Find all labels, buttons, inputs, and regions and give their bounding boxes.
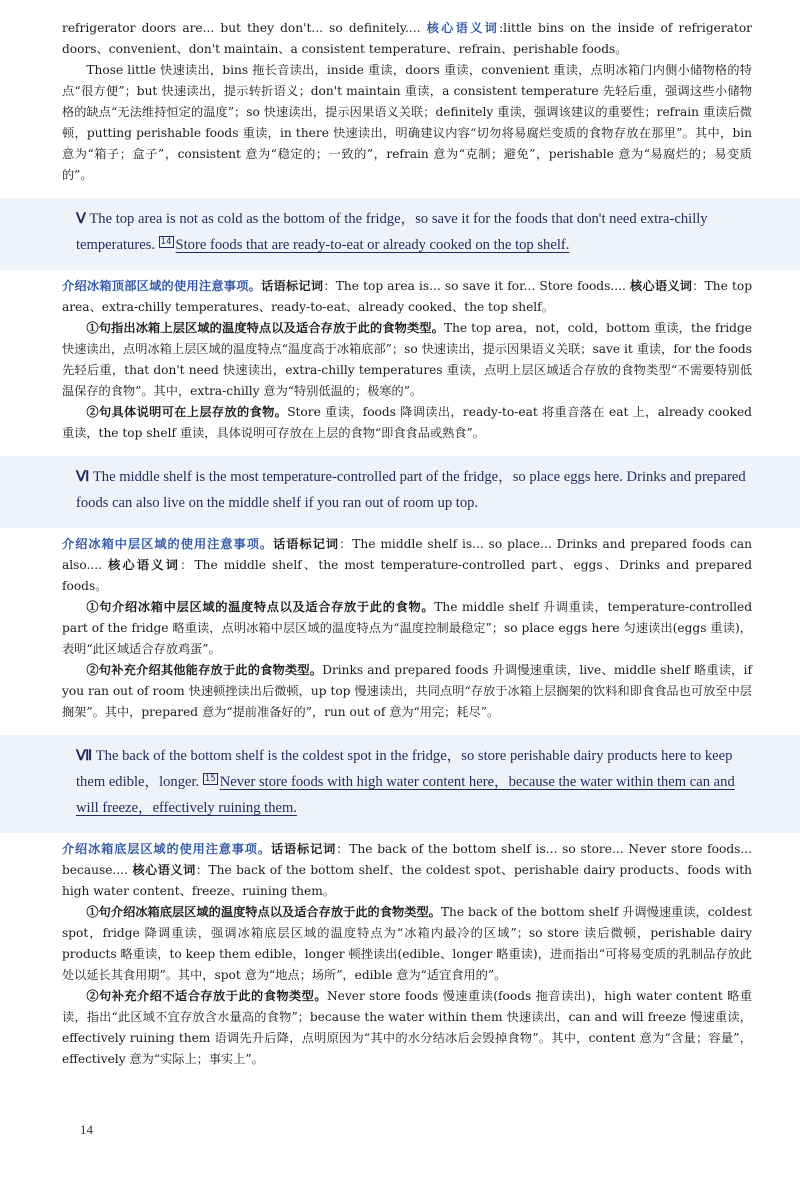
text: The top area，not，cold，bottom 重读，the fridge 快速读出，点明冰箱上层区域的温度特点“温度高于冰箱底部”；so 快速读出，提示因果语义关联；save it 重读，for the foods 先轻后重，that don't need 快速读出，extra-chilly temperatures 重读，点明上层区域适合存放的食物类型“不需要特别低温保存的食物”。其中，extra-chilly 意为“特别低温的；极寒的”。 [62,321,753,398]
text: The middle shelf is the most temperature-controlled part of the fridge，so place eggs here. Drinks and prepared foods can also live on the middle shelf if you ran out of room up top. [76,469,746,511]
underlined-sentence: Store foods that are ready-to-eat or already cooked on the top shelf. [175,237,570,253]
text: The middle shelf 升调重读，temperature-controlled part of the fridge 略重读，点明冰箱中层区域的温度特点为“温度控制最稳定”；so place eggs here 匀速读出(eggs 重读)，表明“此区域适合存放鸡蛋”。 [62,600,752,656]
label-core-words: 核心语义词 [108,558,181,572]
text: refrigerator doors are... but they don't... so definitely.... [62,21,427,35]
paragraph [62,18,752,60]
passage-text [62,464,752,516]
paragraph [62,534,752,597]
point-heading: ①句介绍冰箱底层区域的温度特点以及适合存放于此的食物类型。 [86,905,441,919]
point-heading: ①句介绍冰箱中层区域的温度特点以及适合存放于此的食物。 [86,600,435,614]
text: The back of the bottom shelf is the coldest spot in the fridge，so store perishable dairy products here to keep them edible，longer. [76,748,733,790]
passage-band-6 [0,456,800,528]
text: ：The middle shelf、the most temperature-controlled part、eggs、Drinks and prepared foods。 [62,558,752,593]
underlined-sentence: Never store foods with high water content here，because the water within them can and will freeze，effectively ruining them. [76,774,735,816]
text: ：The back of the bottom shelf、the coldest spot、perishable dairy products、foods with high water content、freeze、ruining them。 [62,863,752,898]
text: ：The top area is... so save it for... Store foods.... [323,279,630,293]
paragraph [62,986,752,1070]
section-number: Ⅶ [76,748,93,764]
paragraph [62,660,752,723]
section-heading: 介绍冰箱底层区域的使用注意事项。 [62,842,271,856]
text: :little bins on the inside of refrigerator doors、convenient、don't maintain、a consistent temperature、refrain、perishable foods。 [62,21,752,56]
paragraph: Those little 快速读出，bins 拖长音读出，inside 重读，doors 重读，convenient 重读，点明冰箱门内侧小储物格的特点“很方便”；but 快速读出，提示转折语义；don't maintain 重读，a consistent temperature 先轻后重，强调这些小储物格的缺点“无法维持恒定的温度”；so 快速读出，提示因果语义关联；definitely 重读，强调该建议的重要性；refrain 重读后微顿，putting perishable foods 重读，in there 快速读出，明确建议内容“切勿将易腐烂变质的食物存放在那里”。其中，bin 意为“箱子；盒子”，consistent 意为“稳定的；一致的”，refrain 意为“克制；避免”，perishable 意为“易腐烂的；易变质的”。 [62,63,752,182]
label-core-words: 核心语义词 [630,279,693,293]
section-number: Ⅵ [76,469,90,485]
point-heading: ②句具体说明可在上层存放的食物。 [86,405,288,419]
question-marker: 15 [204,774,216,784]
text: The back of the bottom shelf 升调慢速重读，coldest spot，fridge 降调重读，强调冰箱底层区域的温度特点为“冰箱内最冷的区域”；so store 读后微顿，perishable dairy products 略重读，to keep them edible，longer 顿挫读出(edible、longer 略重读)，进而指出“可将易变质的乳制品存放此处以延长其食用期”。其中，spot 意为“地点；场所”，edible 意为“适宜食用的”。 [62,905,752,982]
point-heading: ①句指出冰箱上层区域的温度特点以及适合存放于此的食物类型。 [86,321,444,335]
paragraph [62,276,752,318]
page-content [62,18,752,1070]
text: Store 重读，foods 降调读出，ready-to-eat 将重音落在 eat 上，already cooked 重读，the top shelf 重读，具体说明可存放在上层的食物“即食食品或熟食”。 [62,405,752,440]
text: The top area is not as cold as the bottom of the fridge，so save it for the foods that don't need extra-chilly temperatures. [76,211,708,253]
passage-text [62,743,752,821]
label-core-words: 核心语义词 [132,863,196,877]
text: ：The top area、extra-chilly temperatures、ready-to-eat、already cooked、the top shelf。 [62,279,753,314]
paragraph [62,402,752,444]
point-heading: ②句补充介绍不适合存放于此的食物类型。 [86,989,328,1003]
section-number: Ⅴ [76,211,86,227]
paragraph [62,902,752,986]
text: Never store foods 慢速重读(foods 拖音读出)，high water content 略重读，指出“此区域不宜存放含水量高的食物”；because the water within them 快速读出，can and will freeze 慢速重读，effectively ruining them 语调先升后降，点明原因为“其中的水分结冰后会毁掉食物”。其中，content 意为“含量；容量”，effectively 意为“实际上；事实上”。 [62,989,753,1066]
paragraph [62,318,752,402]
section-heading: 介绍冰箱顶部区域的使用注意事项。 [62,279,262,293]
text: ：The back of the bottom shelf is... so store... Never store foods... because.... [62,842,753,877]
passage-text [62,206,752,258]
paragraph [62,597,752,660]
passage-band-5 [0,198,800,270]
label-discourse-markers: 话语标记词 [270,842,337,856]
label-discourse-markers: 话语标记词 [261,279,324,293]
paragraph [62,839,752,902]
text: Drinks and prepared foods 升调慢速重读，live、middle shelf 略重读，if you ran out of room 快速顿挫读出后微顿，up top 慢速读出，共同点明“存放于冰箱上层搁架的饮料和即食食品也可放至中层搁架”。其中，prepared 意为“提前准备好的”，run out of 意为“用完；耗尽”。 [62,663,752,719]
point-heading: ②句补充介绍其他能存放于此的食物类型。 [86,663,323,677]
label-core-words: 核心语义词 [426,21,500,35]
label-discourse-markers: 话语标记词 [273,537,340,551]
page-number: 14 [80,1122,93,1137]
question-marker: 14 [160,237,172,247]
passage-band-7 [0,735,800,833]
section-heading: 介绍冰箱中层区域的使用注意事项。 [62,537,274,551]
text: ：The middle shelf is... so place... Drinks and prepared foods can also.... [62,537,753,572]
